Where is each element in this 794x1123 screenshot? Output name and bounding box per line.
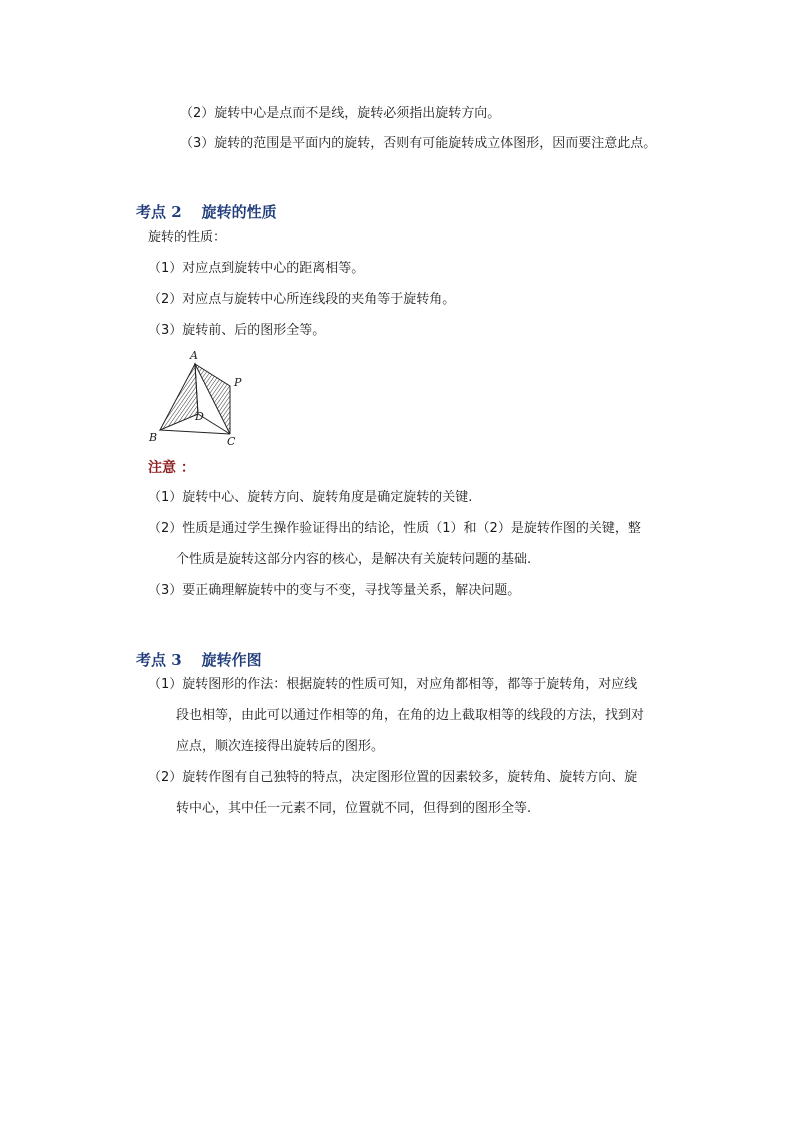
- note-3: （3）要正确理解旋转中的变与不变，寻找等量关系，解决问题。: [148, 583, 521, 598]
- section-2-heading: [136, 201, 277, 222]
- label-p: P: [234, 376, 242, 389]
- intro-item-2: （2）旋转中心是点而不是线，旋转必须指出旋转方向。: [180, 106, 501, 121]
- note-2-line-1: （2）性质是通过学生操作验证得出的结论，性质（1）和（2）是旋转作图的关键，整: [148, 521, 641, 536]
- section-3-number: 考点 3: [136, 651, 182, 669]
- segment-bc: [160, 430, 230, 434]
- note-label: 注意 ：: [148, 460, 195, 476]
- triangle-abd: [160, 364, 198, 430]
- drawing-features-line-2: 转中心，其中任一元素不同，位置就不同，但得到的图形全等.: [176, 801, 532, 816]
- property-2: （2）对应点与旋转中心所连线段的夹角等于旋转角。: [148, 292, 456, 307]
- drawing-method-line-2: 段也相等，由此可以通过作相等的角，在角的边上截取相等的线段的方法，找到对: [176, 708, 645, 723]
- section-2-lead: 旋转的性质：: [148, 230, 227, 245]
- section-2-title: 旋转的性质: [201, 203, 277, 221]
- drawing-features-line-1: （2）旋转作图有自己独特的特点，决定图形位置的因素较多，旋转角、旋转方向、旋: [148, 770, 638, 785]
- drawing-method-line-3: 应点，顺次连接得出旋转后的图形。: [176, 739, 385, 754]
- note-1: （1）旋转中心、旋转方向、旋转角度是确定旋转的关键.: [148, 490, 473, 505]
- label-a: A: [190, 349, 198, 362]
- label-c: C: [227, 435, 236, 446]
- section-2-number: 考点 2: [136, 203, 182, 221]
- property-3: （3）旋转前、后的图形全等。: [148, 323, 326, 338]
- rotation-figure: [146, 348, 246, 446]
- intro-item-3: （3）旋转的范围是平面内的旋转，否则有可能旋转成立体图形，因而要注意此点。: [180, 136, 657, 151]
- drawing-method-line-1: （1）旋转图形的作法：根据旋转的性质可知，对应角都相等，都等于旋转角，对应线: [148, 677, 638, 692]
- label-b: B: [149, 431, 158, 444]
- rotation-figure-svg: [146, 348, 246, 446]
- note-2-line-2: 个性质是旋转这部分内容的核心，是解决有关旋转问题的基础.: [176, 552, 532, 567]
- property-1: （1）对应点到旋转中心的距离相等。: [148, 261, 365, 276]
- section-3-heading: [136, 649, 262, 670]
- section-3-title: 旋转作图: [201, 651, 262, 669]
- label-d: D: [195, 410, 204, 423]
